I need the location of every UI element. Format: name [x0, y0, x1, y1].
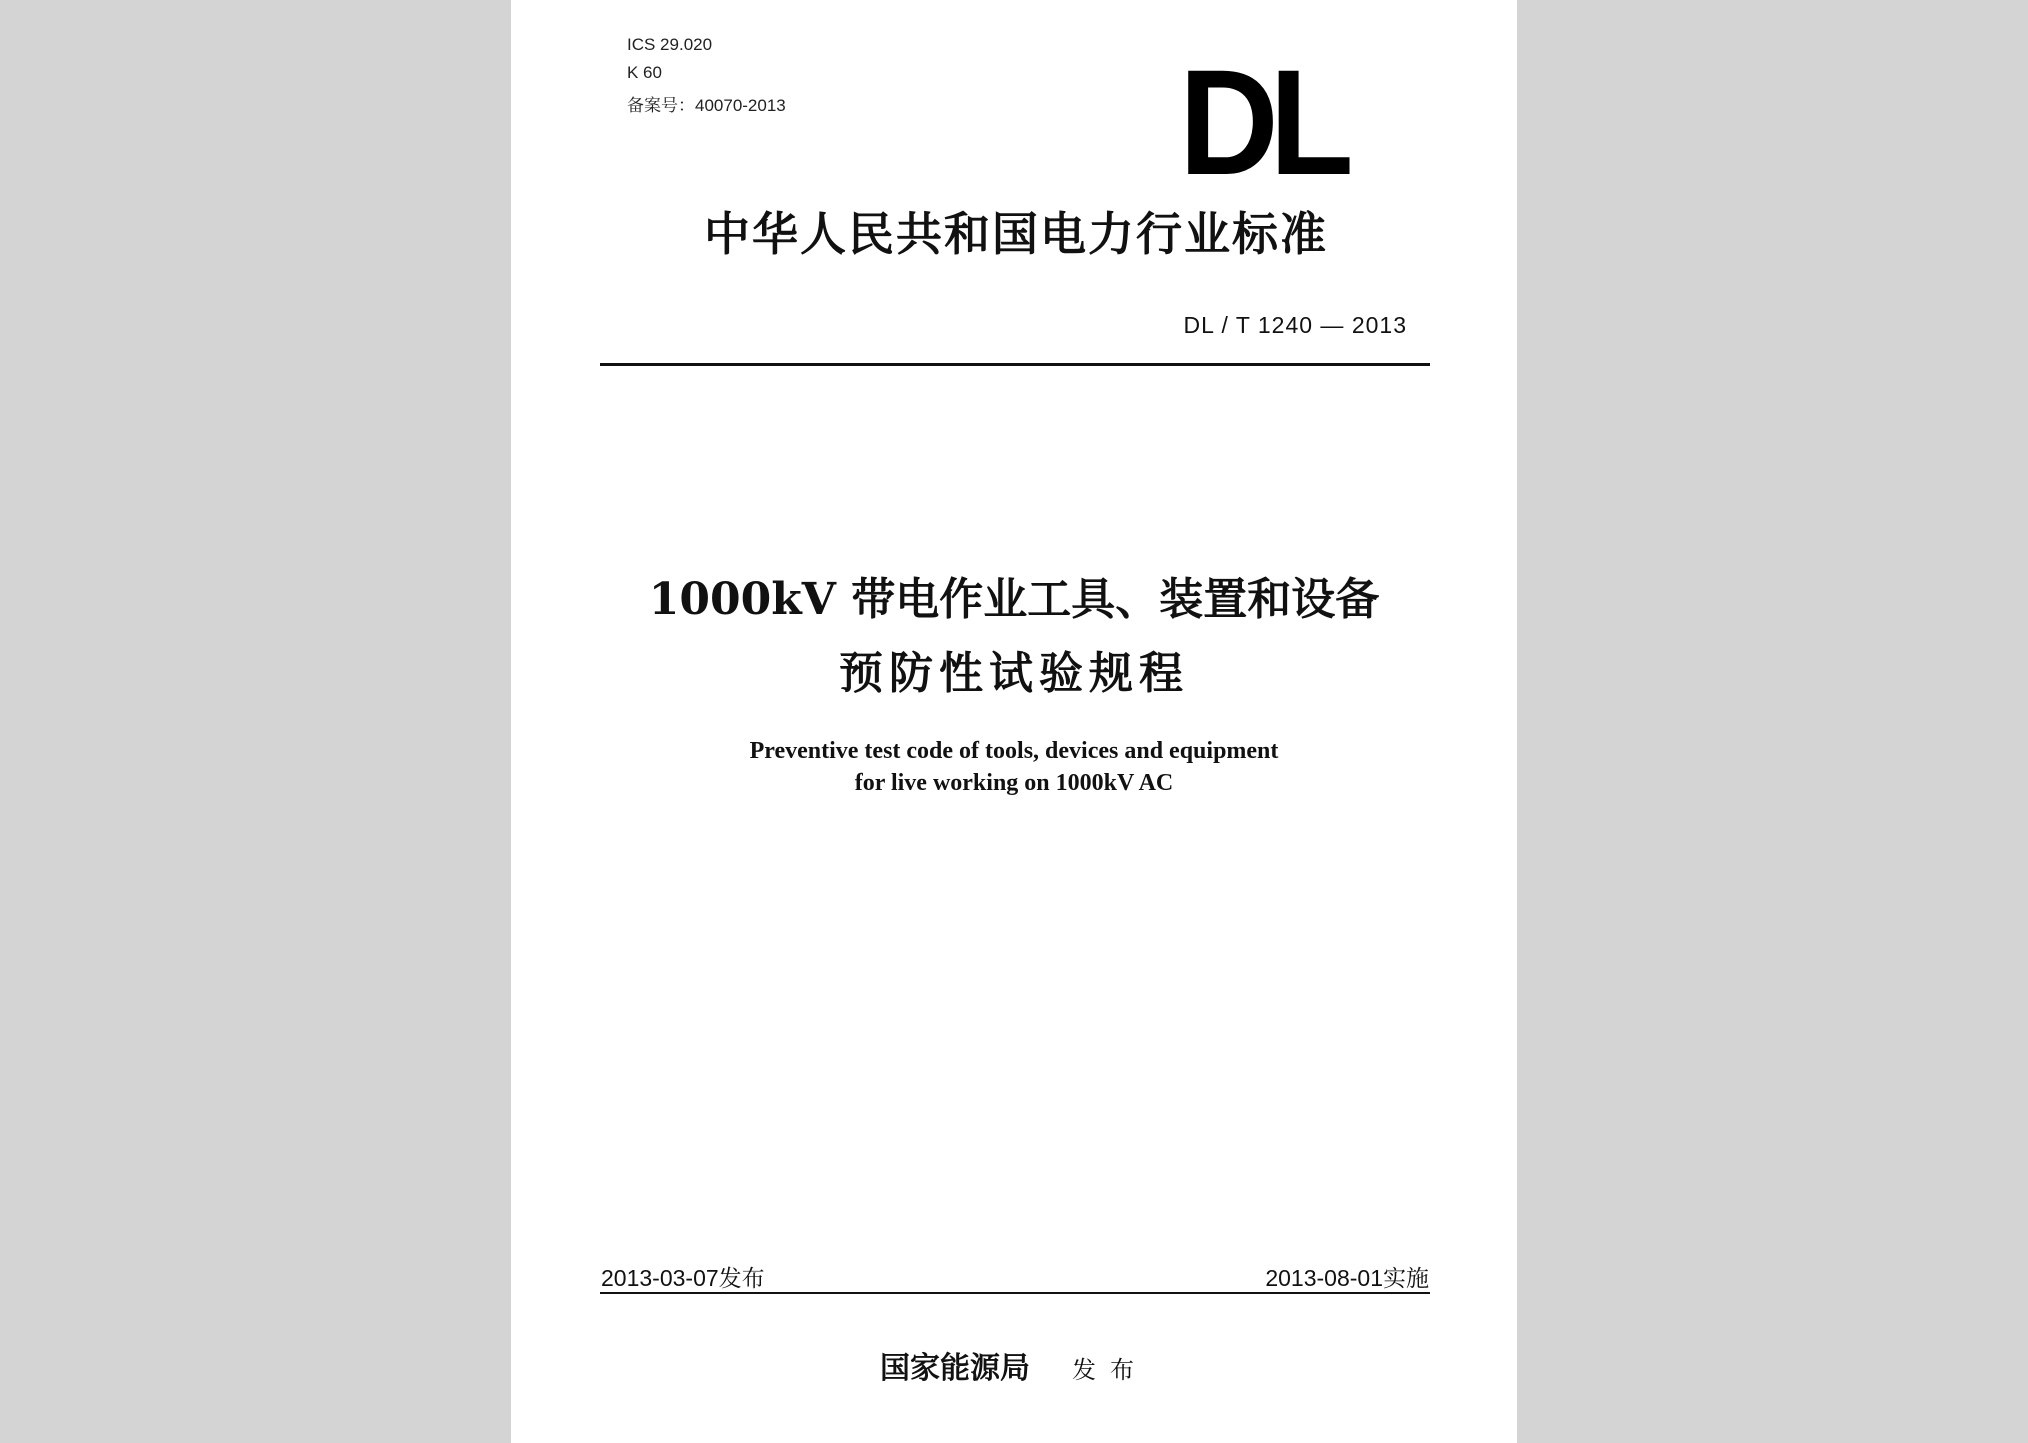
publisher-name: 国家能源局: [880, 1351, 1030, 1386]
document-page: [511, 0, 1517, 1443]
effective-date: 2013-08-01实施: [1265, 1265, 1429, 1291]
publisher: [511, 1343, 1517, 1387]
org-title: 中华人民共和国电力行业标准: [704, 207, 1328, 261]
publisher-verb: 发布: [1072, 1356, 1148, 1384]
title-cn-line1: 1000kV 带电作业工具、装置和设备: [648, 574, 1380, 625]
issue-date: 2013-03-07发布: [601, 1265, 765, 1291]
ics-number: ICS 29.020: [627, 35, 713, 54]
filing-number: 备案号：40070-2013: [627, 96, 786, 115]
title-en-line2: for live working on 1000kV AC: [854, 770, 1174, 796]
dl-logo: DL: [1179, 38, 1345, 206]
header-divider: [600, 363, 1430, 366]
footer-divider: [600, 1292, 1430, 1294]
ccs-number: K 60: [627, 63, 662, 82]
title-cn-line2: 预防性试验规程: [839, 648, 1189, 699]
title-en-line1: Preventive test code of tools, devices and equipment: [749, 738, 1279, 764]
standard-code: DL / T 1240 — 2013: [1183, 312, 1407, 338]
